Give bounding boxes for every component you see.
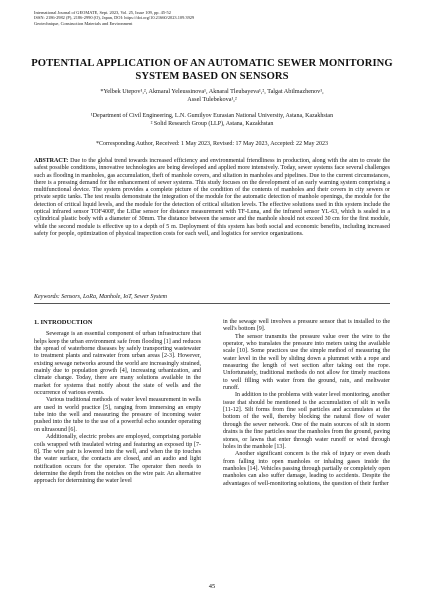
header-line-3: Geotechnique, Construction Materials and Environment [34,20,133,26]
affiliation-1: ¹Department of Civil Engineering, L.N. Gumilyov Eurasian National University, Astana, Kazakhstan [90,113,334,119]
abstract [34,158,390,238]
abstract-label: ABSTRACT: [34,158,69,164]
divider-rule [34,303,390,304]
header-line-1: International Journal of GEOMATE, Sept. 2023, Vol. 25, Issue 109, pp. 45-52 [34,10,171,15]
section-heading-introduction: 1. INTRODUCTION [34,319,93,326]
affiliation-2: ² Solid Research Group (LLP), Astana, Kazakhstan [150,121,274,127]
affiliations [30,112,394,128]
right-column [223,319,390,488]
left-paragraph-2: Various traditional methods of water level measurement in wells are used in world practice [5], ranging from immersing an empty tube into the well and measuring the pressure of incoming water pushed into the tube to the use of a powerful echo sounder operating on ultrasound [6]. [34,397,201,433]
journal-header [34,10,394,26]
page-number: 45 [208,583,216,590]
authors-line-2: Assel Tulebekova¹,² [187,96,237,104]
keywords: Keywords: Sensors, LoRa, Manhole, IoT, Sewer System [34,294,167,300]
abstract-text: Due to the global trend towards increased efficiency and environmental friendliness in production, along with the aim to create the safest possible conditions, innovative technologies are being developed and applied more intensively. Today, sewer systems face several challenges such as flooding in manholes, gas accumulation, theft of manhole covers, and siltation in manholes and pipelines. Due to the current circumstances, there is a pressing demand for the enhancement of sewer systems. This study focuses on the development of an early warning system comprising a multifunctional device. The system provides a complete picture of the condition of the contents of manholes and their covers in city sewers or private septic tanks. The test results demonstrate the integration of the module for the automatic detection of manhole openings, the module for the detection of critical liquid levels, and the module for the detection of critical siltation levels. The effective solutions used in this system include the optical infrared sensor TOF400F, the LiDar sensor for distance measurement with TF-Luna, and the infrared sensor YL-63, which is sealed in a cylindrical plastic body with a diameter of 30mm. The distance between the sensor and the manhole should not exceed 30 cm for the first module, while the second module is effective up to a depth of 5 m. Deployment of this system has both social and economic benefits, including increased safety for people, optimization of physical inspection costs for each well, and logistics for service organizations. [34,158,391,237]
right-paragraph-4: Another significant concern is the risk of injury or even death from falling into open manholes or inhaling gases inside the manholes [14]. Vehicles passing through partially or completely open manholes can also suffer damage, leading to accidents. Despite the advantages of well-monitoring solutions, the question of their further [223,451,390,487]
correspondence-note: *Corresponding Author, Received: 1 May 2023, Revised: 17 May 2023, Accepted: 22 May 2023 [95,141,329,147]
right-paragraph-1: in the sewage well involves a pressure sensor that is installed to the well's bottom [9]. [223,319,390,333]
author-list [30,88,394,105]
authors-line-1: *Yelbek Utepov¹,², Akmaral Yeleussinova¹, Aknaral Tleubayeva¹,², Talgat Abilmazhenov¹, [100,88,324,95]
left-column [34,319,201,486]
paper-title: POTENTIAL APPLICATION OF AN AUTOMATIC SEWER MONITORING SYSTEM BASED ON SENSORS [31,58,393,82]
left-paragraph-1: Sewerage is an essential component of urban infrastructure that helps keep the urban environment safe from flooding [1] and reduces the spread of waterborne diseases by safely transporting wastewater to treatment plants and rainwater from urban areas [2-3]. However, existing sewage networks around the world are increasingly strained, mainly due to population growth [4], increasing urbanization, and climate change. Today, there are many solutions available in the market for systems that notify about the state of wells and the occurrence of various events. [34,331,201,397]
header-line-2: ISSN: 2186-2982 (P), 2186-2990 (O), Japan, DOI: https://doi.org/10.21660/2023.109.3929 [34,15,195,21]
right-paragraph-3: In addition to the problems with water level monitoring, another issue that should be mentioned is the accumulation of silt in wells [11-12]. Silt forms from fine soil particles and accumulates at the bottom of the well, thereby blocking the natural flow of water through the sewer network. One of the main sources of silt in storm drains is the fine particles near the manholes from the ground, paving stones, or lawns that enter through water runoff or wind through holes in the manhole [13]. [223,392,390,450]
right-paragraph-2: The sensor transmits the pressure value over the wire to the operator, who translates the pressure into meters using the available scale [10]. Some practices use the simple method of measuring the water level in the well by sliding down a plummet with a rope and measuring the length of wet section after taking out the rope. Unfortunately, traditional methods do not allow for timely reactions to well filling with water from the ground, rain, and meltwater runoff. [223,333,390,392]
left-paragraph-3: Additionally, electric probes are employed, comprising portable coils wrapped with insulated wiring and featuring an exposed tip [7-8]. The wire pair is lowered into the well, and when the tip touches the water surface, the contacts are closed, and an audio and light notification occurs for the operator. The operator then needs to determine the depth from the notches on the wire pair. An alternative approach for determining the water level [34,434,201,485]
